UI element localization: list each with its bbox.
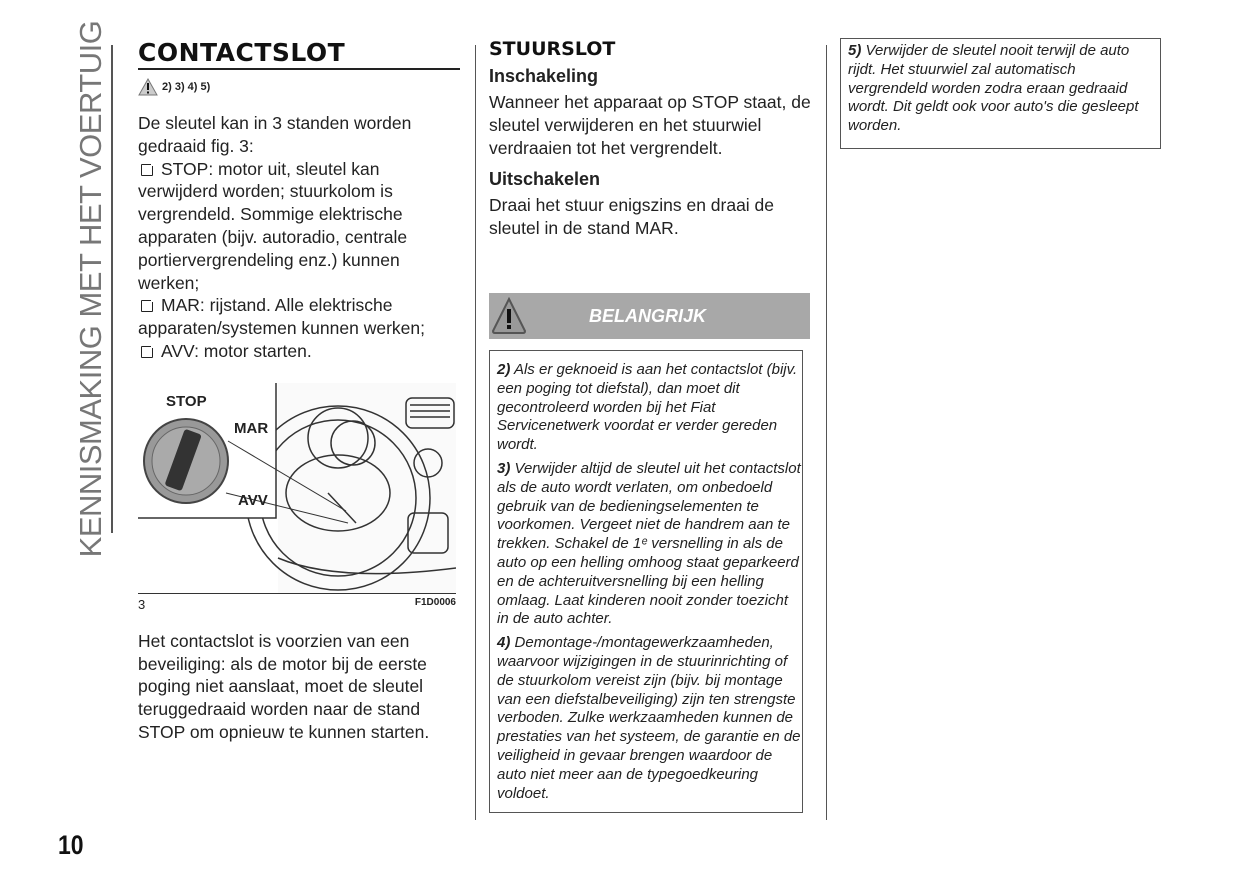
note-number: 3)	[497, 459, 511, 477]
page-number: 10	[58, 830, 84, 860]
note-number: 5)	[848, 42, 862, 59]
item-text: MAR: rijstand. Alle elektrische apparaten/systemen kunnen werken;	[138, 295, 425, 339]
warning-triangle-icon	[138, 78, 158, 96]
section-side-title	[73, 20, 108, 558]
warning-header	[489, 293, 810, 339]
figure-caption	[138, 597, 456, 612]
uitschakelen-text: Draai het stuur enigszins en draai de sleutel in de stand MAR.	[489, 195, 775, 239]
label-avv: AVV	[238, 491, 268, 509]
warning-refs	[138, 78, 460, 96]
note-5	[848, 42, 1154, 136]
label-mar: MAR	[234, 419, 269, 437]
label-stop: STOP	[166, 392, 207, 410]
note-text: Verwijder altijd de sleutel uit het contactslot als de auto wordt verlaten, om onbedoeld gebruik van de bedieningselementen te voorkomen. Vergeet niet de handrem aan te trekken. Schakel de 1ᵉ versnelling in als de auto op een helling omhoog staat geparkeerd en de achteruitversnelling bij een helling omlaag. Laat kinderen nooit zonder toezicht in de auto achter.	[497, 459, 801, 628]
figure-number: 3	[138, 596, 146, 612]
bullet-icon	[141, 346, 153, 358]
subheading-inschakeling: Inschakeling	[489, 66, 599, 86]
note-text: Demontage-/montagewerkzaamheden, waarvoor wijzigingen in de stuurinrichting of de stuurkolom vereist zijn (bijv. bij montage van een diefstalbeveiliging) zijn ten strengste verboden. Zulke werkzaamheden kunnen de prestaties van het systeem, de garantie en de veiligheid in gevaar brengen waardoor de auto niet meer aan de typegoedkeuring voldoet.	[497, 634, 801, 802]
warning-title: BELANGRIJK	[589, 306, 707, 326]
note-5-box	[840, 38, 1161, 149]
item-text: AVV: motor starten.	[161, 340, 312, 361]
warning-notes-box	[489, 350, 803, 813]
bullet-icon	[141, 164, 153, 176]
refs-text: 2) 3) 4) 5)	[162, 81, 211, 93]
warning-triangle-icon	[491, 297, 527, 335]
list-item	[138, 158, 460, 295]
stuurslot-column	[489, 38, 811, 240]
ignition-figure	[138, 383, 456, 594]
stuurslot-title: STUURSLOT	[489, 38, 616, 60]
figure-code: F1D0006	[414, 596, 456, 608]
list-item	[138, 340, 460, 363]
note-2	[497, 361, 802, 455]
note-text: Als er geknoeid is aan het contactslot (bijv. een poging tot diefstal), dan moet dit gecontroleerd worden bij het Fiat Servicenetwerk voordat er verder gereden wordt.	[497, 361, 798, 454]
dashboard-illustration	[138, 383, 456, 593]
contactslot-title: CONTACTSLOT	[138, 38, 460, 70]
inschakeling-text: Wanneer het apparaat op STOP staat, de sleutel verwijderen en het stuurwiel verdraaien tot het vergrendelt.	[489, 92, 811, 158]
outro-text: Het contactslot is voorzien van een beveiliging: als de motor bij de eerste poging niet aanslaat, moet de sleutel teruggedraaid worden naar de stand STOP om opnieuw te kunnen starten.	[138, 630, 430, 742]
side-title-text: KENNISMAKING MET HET VOERTUIG	[73, 20, 108, 558]
column-divider	[475, 45, 476, 820]
list-item	[138, 294, 460, 340]
column-divider	[826, 45, 827, 820]
side-divider	[111, 45, 113, 533]
note-text: Verwijder de sleutel nooit terwijl de auto rijdt. Het stuurwiel zal automatisch vergrendeld worden zodra eraan gedraaid wordt. Dit geldt ook voor auto's die gesleept worden.	[848, 42, 1139, 135]
note-number: 4)	[497, 634, 511, 652]
bullet-icon	[141, 300, 153, 312]
note-3	[497, 460, 802, 629]
note-4	[497, 634, 802, 803]
item-text: STOP: motor uit, sleutel kan verwijderd worden; stuurkolom is vergrendeld. Sommige elektrische apparaten (bijv. autoradio, centrale portiervergrendeling enz.) kunnen werken;	[138, 158, 408, 293]
intro-text: De sleutel kan in 3 standen worden gedraaid fig. 3:	[138, 113, 412, 156]
contactslot-column	[138, 38, 460, 744]
subheading-uitschakelen: Uitschakelen	[489, 169, 601, 190]
note-number: 2)	[497, 361, 511, 378]
